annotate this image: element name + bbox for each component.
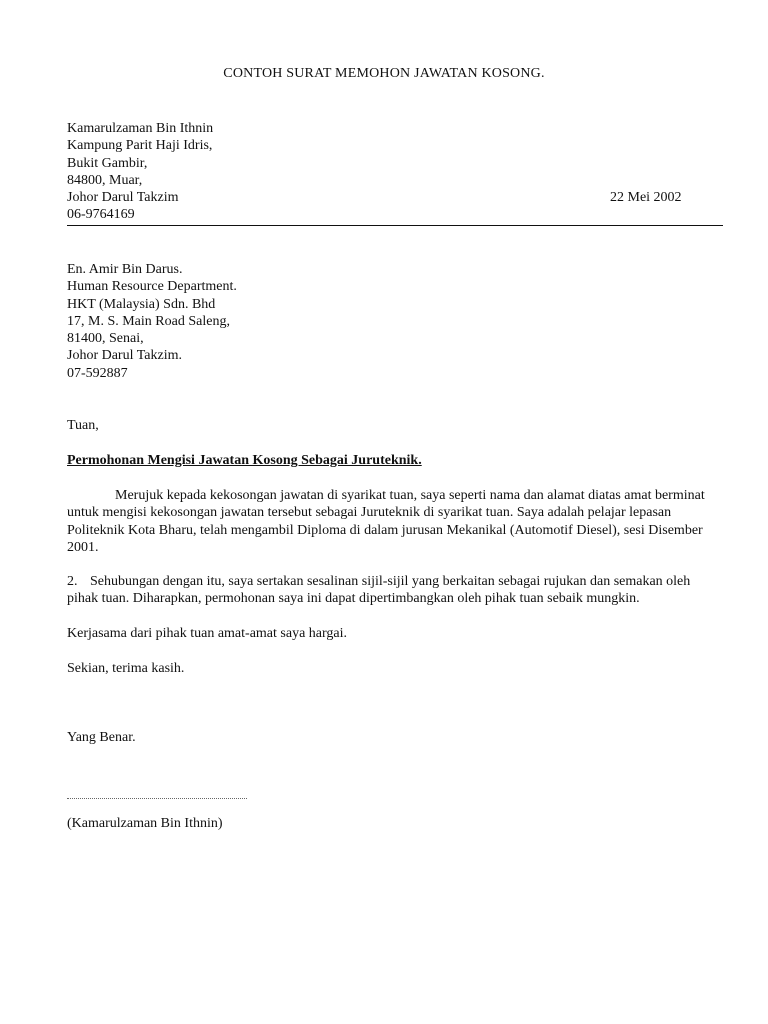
sender-address — [67, 120, 727, 224]
paragraph-number: 2. — [67, 574, 78, 589]
sender-address-line: Kampung Parit Haji Idris, — [67, 138, 213, 154]
sender-address-line: Johor Darul Takzim — [67, 190, 179, 206]
recipient-address-line: 17, M. S. Main Road Saleng, — [67, 313, 230, 329]
signature-line — [67, 798, 247, 799]
sender-address-line: Bukit Gambir, — [67, 155, 148, 171]
sender-name: Kamarulzaman Bin Ithnin — [67, 121, 214, 136]
recipient-phone: 07-592887 — [67, 365, 128, 381]
body-paragraph-1 — [67, 487, 723, 556]
recipient-address — [67, 261, 727, 382]
body-paragraph-1-text: Merujuk kepada kekosongan jawatan di syarikat tuan, saya seperti nama dan alamat diatas amat berminat untuk mengisi kekosongan jawatan tersebut sebagai Juruteknik di syarikat tuan. Saya adalah pelajar lepasan Politeknik Kota Bharu, telah mengambil Diploma di dalam jurusan Mekanikal (Automotif Diesel), sesi Disember 2001. — [67, 488, 705, 555]
sender-address-line: 84800, Muar, — [67, 172, 143, 188]
body-paragraph-2 — [67, 573, 723, 608]
body-paragraph-4: Sekian, terima kasih. — [67, 661, 185, 676]
letter-subject: Permohonan Mengisi Jawatan Kosong Sebagai Juruteknik. — [67, 453, 422, 468]
recipient-address-line: Johor Darul Takzim. — [67, 348, 183, 364]
header-divider — [67, 225, 723, 226]
document-title: CONTOH SURAT MEMOHON JAWATAN KOSONG. — [223, 66, 545, 81]
recipient-address-line: 81400, Senai, — [67, 331, 144, 347]
body-paragraph-3: Kerjasama dari pihak tuan amat-amat saya hargai. — [67, 626, 348, 641]
letter-date: 22 Mei 2002 — [610, 190, 682, 205]
recipient-company: HKT (Malaysia) Sdn. Bhd — [67, 296, 216, 312]
signature-name: (Kamarulzaman Bin Ithnin) — [67, 816, 223, 831]
body-paragraph-2-text: Sehubungan dengan itu, saya sertakan sesalinan sijil-sijil yang berkaitan sebagai rujukan dan semakan oleh pihak tuan. Diharapkan, permohonan saya ini dapat dipertimbangkan oleh pihak tuan sebaik mungkin. — [67, 574, 691, 607]
sender-phone: 06-9764169 — [67, 207, 135, 223]
closing-phrase: Yang Benar. — [67, 730, 136, 745]
salutation: Tuan, — [67, 418, 99, 433]
recipient-department: Human Resource Department. — [67, 279, 237, 295]
recipient-name: En. Amir Bin Darus. — [67, 262, 183, 277]
